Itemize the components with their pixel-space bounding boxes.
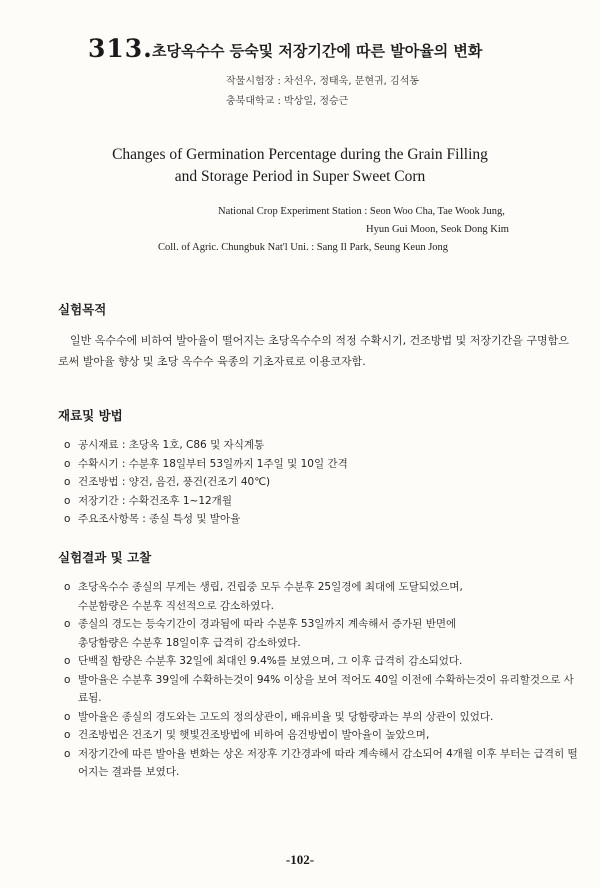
english-title-line-1: Changes of Germination Percentage during the Grain Filling <box>112 146 488 163</box>
list-item: o 저장기간에 따른 발아율 변화는 상온 저장후 기간경과에 따라 계속해서 감소되어 4개월 이후 부터는 급격히 떨어지는 결과를 보였다. <box>64 745 578 782</box>
list-item: o 단백질 함량은 수분후 32일에 최대인 9.4%를 보였으며, 그 이후 급격히 감소되었다. <box>64 652 578 671</box>
list-item: o 건조방법 : 양건, 음건, 풍건(건조기 40℃) <box>64 473 564 492</box>
list-item: o 종실의 경도는 등숙기간이 경과됨에 따라 수분후 53일까지 계속해서 증가된 반면에 총당함량은 수분후 18일이후 급격히 감소하였다. <box>64 615 464 652</box>
list-item: o 주요조사항목 : 종실 특성 및 발아율 <box>64 510 564 529</box>
page-number: -102- <box>285 852 315 867</box>
abstract-number: 313. <box>88 34 153 63</box>
korean-authors-line-1: 작물시험장 : 차선우, 정태욱, 문현귀, 김석동 <box>226 76 420 87</box>
list-item: o 초당옥수수 종실의 무게는 생립, 건립중 모두 수분후 25일경에 최대에 도달되었으며, 수분함량은 수분후 직선적으로 감소하였다. <box>64 578 464 615</box>
results-list <box>64 578 578 782</box>
purpose-text-content: 일반 옥수수에 비하여 발아율이 떨어지는 초당옥수수의 적정 수확시기, 건조방법 및 저장기간을 구명함으로써 발아율 향상 및 초당 옥수수 육종의 기초자료로 이용코자함. <box>58 334 569 368</box>
purpose-heading: 실험목적 <box>58 302 107 317</box>
english-authors-line-1: National Crop Experiment Station : Seon Woo Cha, Tae Wook Jung, <box>218 206 505 217</box>
list-item: o 발아율은 수분후 39일에 수확하는것이 94% 이상을 보여 적어도 40일 이전에 수확하는것이 유리할것으로 사료됨. <box>64 671 578 708</box>
list-item: o 수확시기 : 수분후 18일부터 53일까지 1주일 및 10일 간격 <box>64 455 564 474</box>
results-heading: 실험결과 및 고찰 <box>58 550 152 565</box>
list-item: o 건조방법은 건조기 및 햇빛건조방법에 비하여 음건방법이 발아율이 높았으며, <box>64 726 578 745</box>
english-title-line-2: and Storage Period in Super Sweet Corn <box>174 168 426 185</box>
english-authors-line-2: Hyun Gui Moon, Seok Dong Kim <box>366 224 509 235</box>
materials-list <box>64 436 564 529</box>
list-item: o 공시재료 : 초당옥 1호, C86 및 자식계통 <box>64 436 564 455</box>
list-item: o 발아율은 종실의 경도와는 고도의 정의상관이, 배유비율 및 당함량과는 부의 상관이 있었다. <box>64 708 578 727</box>
english-authors-line-3: Coll. of Agric. Chungbuk Nat'l Uni. : Sang Il Park, Seung Keun Jong <box>158 242 449 253</box>
korean-title: 초당옥수수 등숙및 저장기간에 따른 발아율의 변화 <box>152 42 483 60</box>
list-item: o 저장기간 : 수확건조후 1~12개월 <box>64 492 564 511</box>
purpose-text <box>58 330 578 372</box>
korean-authors-line-2: 충북대학교 : 박상일, 정승근 <box>226 96 349 107</box>
materials-heading: 재료및 방법 <box>58 408 123 423</box>
